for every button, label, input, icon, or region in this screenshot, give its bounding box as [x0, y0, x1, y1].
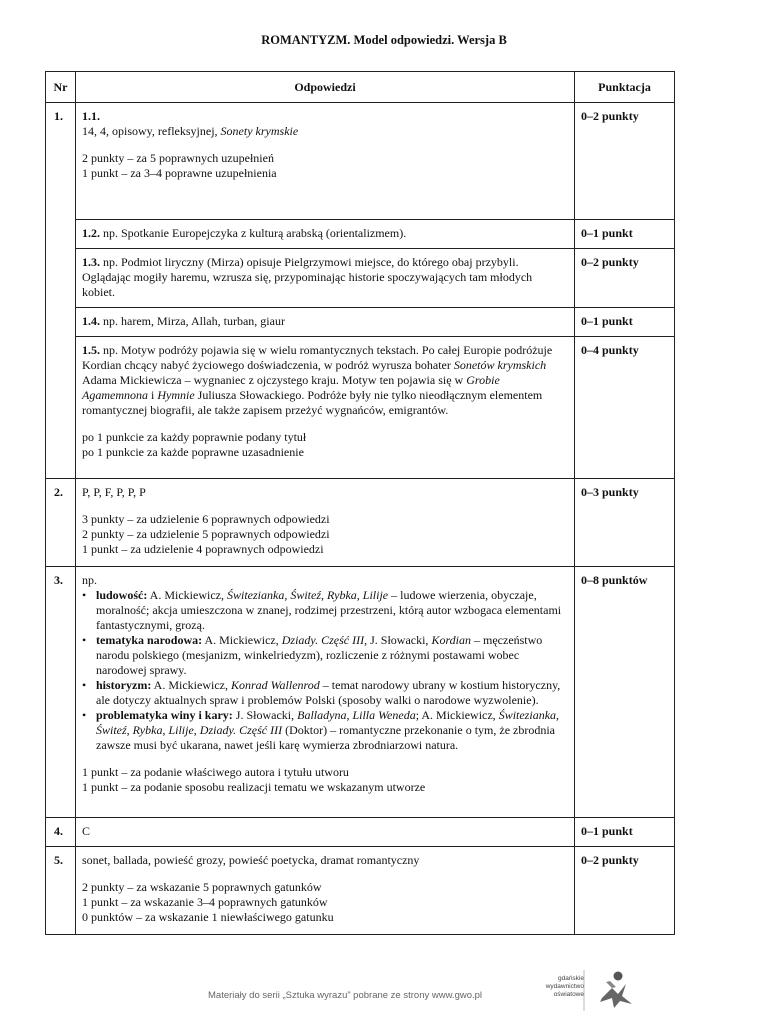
- scoring-rule: 2 punkty – za wskazanie 5 poprawnych gatunków: [82, 880, 322, 894]
- answer-cell: 1.1. 14, 4, opisowy, refleksyjnej, Sonety krymskie 2 punkty – za 5 poprawnych uzupełnień 1 punkt – za 3–4 poprawne uzupełnienia: [76, 103, 575, 220]
- subtask-label: 1.4.: [82, 314, 100, 328]
- table-row: [46, 567, 675, 818]
- scoring-rule: 1 punkt – za wskazanie 3–4 poprawnych gatunków: [82, 895, 328, 909]
- points-cell: 0–2 punkty: [575, 103, 675, 220]
- task-number: 4.: [46, 818, 76, 847]
- table-row: [46, 337, 675, 479]
- scoring-rule: 1 punkt – za podanie właściwego autora i tytułu utworu: [82, 765, 349, 779]
- table-header-row: [46, 72, 675, 103]
- answer-cell: 1.5. np. Motyw podróży pojawia się w wielu romantycznych tekstach. Po całej Europie podróżuje Kordian chcący nabyć życiowego doświadczenia, w podróż wyrusza bohater Sonetów krymskich Adama Mickiewicza – wygnaniec z ojczystego kraju. Motyw ten pojawia się w Grobie Agamemnona i Hymnie Juliusza Słowackiego. Podróże były nie tylko nieodłącznym elementem romantycznej biografii, ale także zapisem przeżyć wygnańców, emigrantów. po 1 punkcie za każdy poprawnie podany tytuł po 1 punkcie za każde poprawne uzasadnienie: [76, 337, 575, 479]
- header-points: Punktacja: [575, 72, 675, 103]
- subtask-label: 1.5.: [82, 343, 100, 357]
- table-row: [46, 479, 675, 567]
- points-cell: 0–2 punkty: [575, 249, 675, 308]
- answer-cell: 1.3. np. Podmiot liryczny (Mirza) opisuje Pielgrzymowi miejsce, do którego obaj przybyli. Oglądając mogiły haremu, wzrusza się, przypominając historie spoczywających tam młodych kobiet.: [76, 249, 575, 308]
- list-item: • ludowość: A. Mickiewicz, Świtezianka, Świteź, Rybka, Lilije – ludowe wierzenia, obyczaje, moralność; akcja umieszczona w znanej, rodzimej przestrzeni, którą autor wzbogaca elementami fantastycznymi, grozą.: [82, 588, 562, 632]
- list-item: • tematyka narodowa: A. Mickiewicz, Dziady. Część III, J. Słowacki, Kordian – męczeństwo narodu polskiego (mesjanizm, winkelriedyzm), rozliczenie z różnymi postawami wobec narodowej sprawy.: [82, 633, 543, 677]
- scoring-rule: 0 punktów – za wskazanie 1 niewłaściwego gatunku: [82, 910, 334, 924]
- page-title: ROMANTYZM. Model odpowiedzi. Wersja B: [261, 33, 507, 47]
- answer-cell: sonet, ballada, powieść grozy, powieść poetycka, dramat romantyczny 2 punkty – za wskazanie 5 poprawnych gatunków 1 punkt – za wskazanie 3–4 poprawnych gatunków 0 punktów – za wskazanie 1 niewłaściwego gatunku: [76, 847, 575, 935]
- answer-cell: P, P, F, P, P, P 3 punkty – za udzielenie 6 poprawnych odpowiedzi 2 punkty – za udzielenie 5 poprawnych odpowiedzi 1 punkt – za udzielenie 4 poprawnych odpowiedzi: [76, 479, 575, 567]
- points-cell: 0–3 punkty: [575, 479, 675, 567]
- scoring-rule: po 1 punkcie za każdy poprawnie podany tytuł: [82, 430, 307, 444]
- points-cell: 0–2 punkty: [575, 847, 675, 935]
- answer-cell: C: [76, 818, 575, 847]
- footer-note: Materiały do serii „Sztuka wyrazu” pobrane ze strony www.gwo.pl: [208, 990, 483, 1001]
- task-number: 5.: [46, 847, 76, 935]
- task-number: 3.: [46, 567, 76, 818]
- bullet-icon: •: [82, 678, 87, 692]
- bullet-icon: •: [82, 633, 87, 647]
- task-number: 1.: [46, 103, 76, 479]
- points-cell: 0–4 punkty: [575, 337, 675, 479]
- answer-cell: 1.4. np. harem, Mirza, Allah, turban, giaur: [76, 308, 575, 337]
- scoring-rule: 1 punkt – za udzielenie 4 poprawnych odpowiedzi: [82, 542, 324, 556]
- points-cell: 0–1 punkt: [575, 308, 675, 337]
- points-cell: 0–8 punktów: [575, 567, 675, 818]
- scoring-rule: po 1 punkcie za każde poprawne uzasadnienie: [82, 445, 304, 459]
- bullet-icon: •: [82, 588, 87, 602]
- bullet-icon: •: [82, 708, 87, 722]
- publisher-logo-text: gdańskie wydawnictwo oświatowe: [545, 975, 584, 998]
- scoring-rule: 3 punkty – za udzielenie 6 poprawnych odpowiedzi: [82, 512, 330, 526]
- table-row: [46, 847, 675, 935]
- scoring-rule: 1 punkt – za podanie sposobu realizacji tematu we wskazanym utworze: [82, 780, 426, 794]
- table-row: [46, 220, 675, 249]
- table-row: [46, 818, 675, 847]
- answer-key-table: [45, 71, 675, 935]
- list-item: • problematyka winy i kary: J. Słowacki, Balladyna, Lilla Weneda; A. Mickiewicz, Świtezianka, Świteź, Rybka, Lilije, Dziady. Część III (Doktor) – romantyczne przekonanie o tym, że zbrodnia zawsze musi być ukarana, nawet jeśli karę wymierza zbrodniarzowi natura.: [82, 708, 560, 752]
- table-row: [46, 103, 675, 220]
- header-answers: Odpowiedzi: [76, 72, 575, 103]
- points-cell: 0–1 punkt: [575, 818, 675, 847]
- answer-cell: 1.2. np. Spotkanie Europejczyka z kulturą arabską (orientalizmem).: [76, 220, 575, 249]
- subtask-label: 1.1.: [82, 109, 100, 123]
- answer-cell: np. • ludowość: A. Mickiewicz, Świtezianka, Świteź, Rybka, Lilije – ludowe wierzenia, obyczaje, moralność; akcja umieszczona w znanej, rodzimej przestrzeni, którą autor wzbogaca elementami fantastycznymi, grozą. • tematyka narodowa: A. Mickiewicz, Dziady. Część III, J. Słowacki, Kordian – męczeństwo narodu polskiego (mesjanizm, winkelriedyzm), rozliczenie z różnymi postawami wobec narodowej sprawy. • historyzm: A. Mickiewicz, Konrad Wallenrod – temat narodowy ubrany w kostium historyczny, ale dotyczy aktualnych spraw i problemów Polski (sposoby walki o narodowe wyzwolenie). • problematyka winy i kary: J. Słowacki, Balladyna, Lilla Weneda; A. Mickiewicz, Świtezianka, Świteź, Rybka, Lilije, Dziady. Część III (Doktor) – romantyczne przekonanie o tym, że zbrodnia zawsze musi być ukarana, nawet jeśli karę wymierza zbrodniarzowi natura. 1 punkt – za podanie właściwego autora i tytułu utworu 1 punkt – za podanie sposobu realizacji tematu we wskazanym utworze: [76, 567, 575, 818]
- subtask-label: 1.2.: [82, 226, 100, 240]
- scoring-rule: 1 punkt – za 3–4 poprawne uzupełnienia: [82, 166, 277, 180]
- table-row: [46, 249, 675, 308]
- table-row: [46, 308, 675, 337]
- subtask-label: 1.3.: [82, 255, 100, 269]
- scoring-rule: 2 punkty – za 5 poprawnych uzupełnień: [82, 151, 274, 165]
- scoring-rule: 2 punkty – za udzielenie 5 poprawnych odpowiedzi: [82, 527, 330, 541]
- list-item: • historyzm: A. Mickiewicz, Konrad Wallenrod – temat narodowy ubrany w kostium historyczny, ale dotyczy aktualnych spraw i problemów Polski (sposoby walki o narodowe wyzwolenie).: [82, 678, 561, 707]
- task-number: 2.: [46, 479, 76, 567]
- gwo-figure-icon: [540, 968, 640, 1013]
- points-cell: 0–1 punkt: [575, 220, 675, 249]
- header-nr: Nr: [46, 72, 76, 103]
